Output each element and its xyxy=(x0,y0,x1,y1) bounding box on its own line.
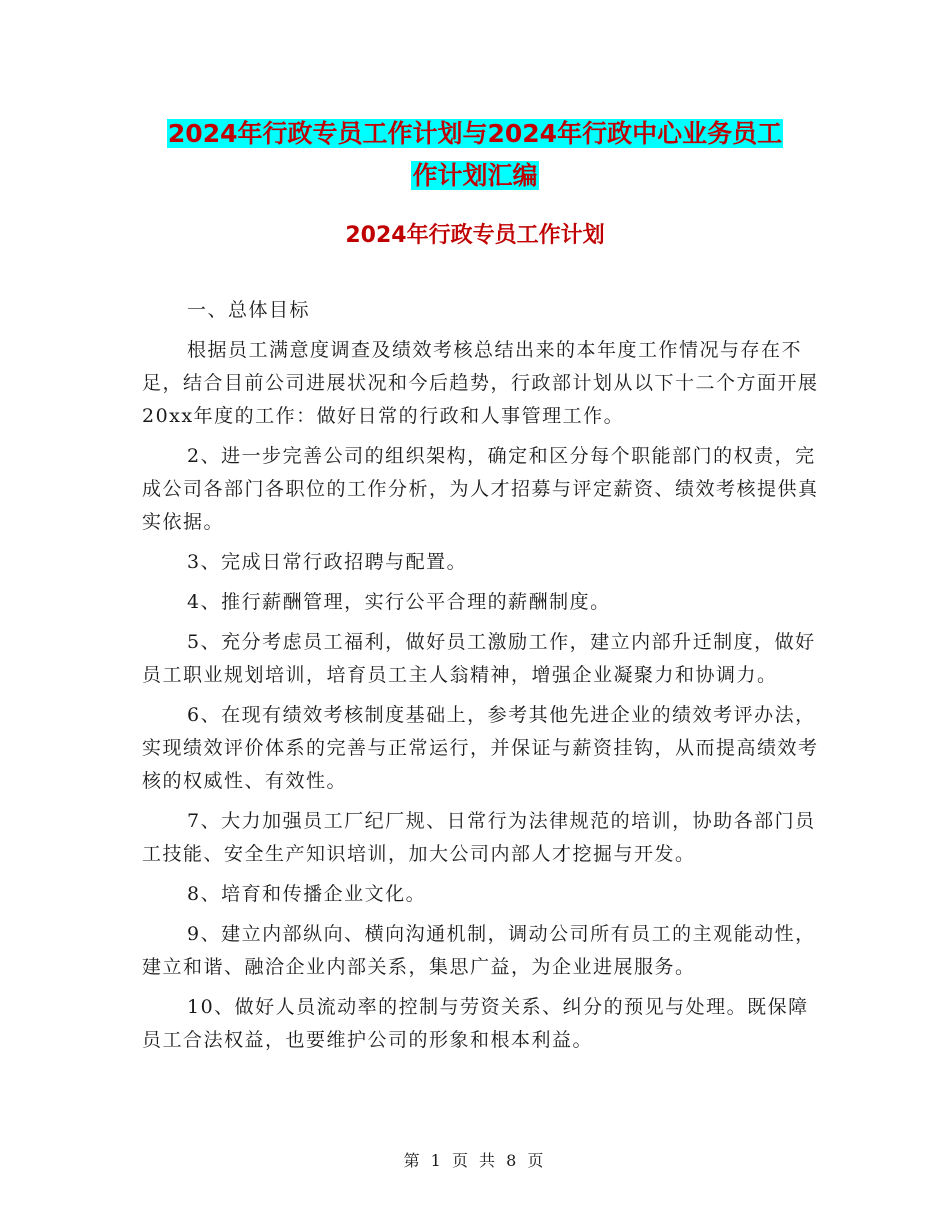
paragraph-heading: 一、总体目标 xyxy=(187,299,311,321)
document-body xyxy=(142,294,822,1064)
title-highlight-2: 作计划汇编 xyxy=(412,161,538,190)
paragraph: 4、推行薪酬管理，实行公平合理的薪酬制度。 xyxy=(187,591,611,613)
paragraph: 根据员工满意度调查及绩效考核总结出来的本年度工作情况与存在不足，结合目前公司进展状况和今后趋势，行政部计划从以下十二个方面开展20xx年度的工作：做好日常的行政和人事管理工作。 xyxy=(142,339,819,427)
paragraph: 7、大力加强员工厂纪厂规、日常行为法律规范的培训，协助各部门员工技能、安全生产知识培训，加大公司内部人才挖掘与开发。 xyxy=(142,810,816,865)
paragraph: 9、建立内部纵向、横向沟通机制，调动公司所有员工的主观能动性，建立和谐、融洽企业内部关系，集思广益，为企业进展服务。 xyxy=(142,923,816,978)
paragraph: 10、做好人员流动率的控制与劳资关系、纠分的预见与处理。既保障员工合法权益，也要维护公司的形象和根本利益。 xyxy=(142,996,809,1051)
paragraph: 8、培育和传播企业文化。 xyxy=(187,883,427,905)
paragraph: 2、进一步完善公司的组织架构，确定和区分每个职能部门的权责，完成公司各部门各职位的工作分析，为人才招募与评定薪资、绩效考核提供真实依据。 xyxy=(142,445,819,533)
document-title-line-1 xyxy=(0,112,950,156)
title-highlight-1: 2024年行政专员工作计划与2024年行政中心业务员工 xyxy=(167,119,783,148)
document-title-line-2 xyxy=(0,154,950,198)
paragraph: 6、在现有绩效考核制度基础上，参考其他先进企业的绩效考评办法，实现绩效评价体系的完善与正常运行，并保证与薪资挂钩，从而提高绩效考核的权威性、有效性。 xyxy=(142,704,819,792)
paragraph: 5、充分考虑员工福利，做好员工激励工作，建立内部升迁制度，做好员工职业规划培训，培育员工主人翁精神，增强企业凝聚力和协调力。 xyxy=(142,631,816,686)
paragraph: 3、完成日常行政招聘与配置。 xyxy=(187,551,468,573)
page-footer: 第 1 页 共 8 页 xyxy=(403,1151,547,1170)
section-title: 2024年行政专员工作计划 xyxy=(345,223,605,248)
